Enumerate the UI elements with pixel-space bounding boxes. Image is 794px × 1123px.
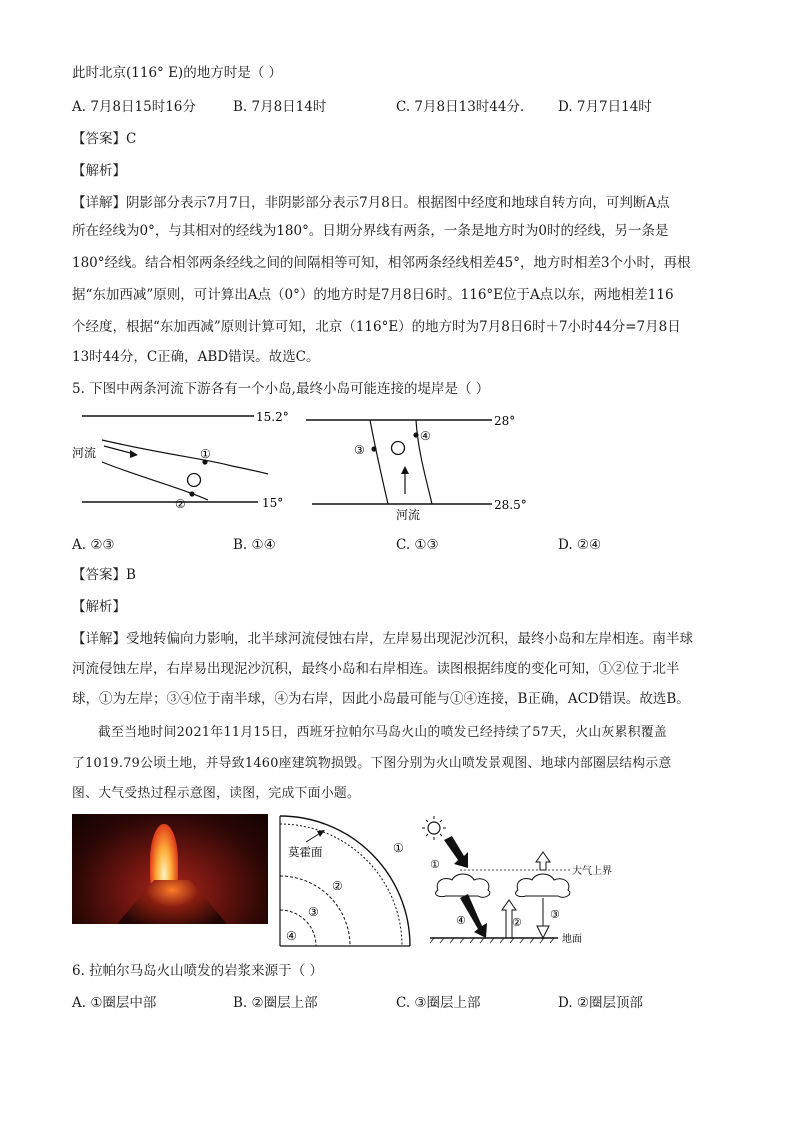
q5-stem: 5. 下图中两条河流下游各有一个小岛,最终小岛可能连接的堤岸是（ ） (72, 381, 490, 397)
island-circle (392, 442, 405, 455)
moho-label: 莫霍面 (288, 845, 323, 859)
heat-mark-3: ③ (550, 908, 560, 921)
q4-detail-line: 180°经线。结合相邻两条经线之间的间隔相等可知，相邻两条经线相差45°，地方时相差3个小时，再根 (72, 255, 691, 271)
flow-arrow-head (401, 466, 409, 474)
bank-mark-3: ③ (354, 443, 365, 457)
flow-arrow-head (130, 450, 138, 458)
q5-option-c: C. ①③ (396, 537, 439, 553)
river-figure-left (72, 402, 302, 514)
q4-option-b: B. 7月8日14时 (233, 99, 327, 115)
atmosphere-heating-figure (420, 814, 630, 948)
q4-option-a: A. 7月8日15时16分 (72, 99, 196, 115)
q5-analysis-label: 【解析】 (72, 599, 126, 615)
bank-mark-4: ④ (420, 429, 431, 443)
q4-answer: 【答案】C (72, 131, 137, 147)
q4-detail-line: 【详解】阴影部分表示7月7日，非阴影部分表示7月8日。根据图中经度和地球自转方向，可判断A点 (72, 195, 670, 211)
q4-detail-line: 据“东加西减”原则，可计算出A点（0°）的地方时是7月8日6时。116°E位于A点以东，两地相差116 (72, 287, 674, 303)
volcano-cone (112, 880, 232, 924)
q4-option-c: C. 7月8日13时44分． (396, 99, 534, 115)
layer-mark-4: ④ (286, 929, 297, 943)
heat-mark-4: ④ (456, 914, 466, 927)
q4-detail-line: 13时44分，C正确，ABD错误。故选C。 (72, 349, 320, 365)
river-label: 河流 (396, 508, 421, 522)
atmosphere-upward-arrow (536, 852, 550, 870)
q5-option-d: D. ②④ (558, 537, 602, 553)
bank-point (371, 446, 376, 451)
layer-mark-3: ③ (308, 905, 319, 919)
river-bank-left (370, 420, 388, 504)
solar-radiation-arrow (444, 836, 468, 868)
river-label: 河流 (72, 446, 97, 460)
q5-detail-line: 【详解】受地转偏向力影响，北半球河流侵蚀右岸，左岸易出现泥沙沉积，最终小岛和左岸相连。南半球 (72, 631, 693, 647)
q4-stem: 此时北京(116° E)的地方时是（ ） (72, 65, 282, 81)
q4-analysis-label: 【解析】 (72, 163, 126, 179)
material-line: 了1019.79公顷土地，并导致1460座建筑物损毁。下图分别为火山喷发景观图、地球内部圈层结构示意 (72, 756, 672, 771)
q6-option-c: C. ③圈层上部 (396, 995, 481, 1011)
volcano-eruption-photo (72, 814, 268, 924)
cloud-left (436, 874, 490, 897)
material-line: 截至当地时间2021年11月15日，西班牙拉帕尔马岛火山的喷发已经持续了57天，火山灰累积覆盖 (98, 725, 668, 740)
flow-arrow (104, 446, 134, 454)
q4-option-d: D. 7月7日14时 (558, 99, 652, 115)
latitude-label-bottom: 15° (262, 496, 284, 510)
bank-point (413, 432, 418, 437)
q5-detail-line: 河流侵蚀左岸，右岸易出现泥沙沉积，最终小岛和右岸相连。读图根据纬度的变化可知，①②位于北半 (72, 661, 680, 677)
q4-detail-line: 所在经线为0°，与其相对的经线为180°。日期分界线有两条，一条是地方时为0时的经线，另一条是 (72, 223, 669, 239)
river-bank-upper-ext (232, 466, 268, 474)
material-line: 图、大气受热过程示意图，读图，完成下面小题。 (72, 786, 361, 801)
island-circle (188, 474, 201, 487)
latitude-label-top: 28° (494, 414, 516, 428)
heat-mark-1: ① (430, 858, 440, 871)
bank-mark-2: ② (175, 497, 186, 511)
cloud-right (516, 874, 570, 897)
earth-layers-figure (276, 812, 414, 950)
sun-icon (422, 816, 446, 840)
bank-mark-1: ① (200, 447, 211, 461)
counter-radiation-arrow (537, 926, 549, 938)
bank-point (189, 491, 194, 496)
q4-detail-line: 个经度，根据“东加西减”原则计算可知，北京（116°E）的地方时为7月8日6时＋7小时44分=7月8日 (72, 319, 681, 335)
q5-detail-line: 球，①为左岸；③④位于南半球，④为右岸，因此小岛最可能与①④连接，B正确，ACD错误。故选B。 (72, 691, 690, 707)
river-figure-right (302, 408, 542, 526)
q6-option-b: B. ②圈层上部 (233, 995, 318, 1011)
latitude-label-bottom: 28.5° (494, 498, 527, 512)
layer-boundary-outer (280, 816, 410, 946)
ground-label: 地面 (562, 934, 582, 945)
q5-answer: 【答案】B (72, 567, 136, 583)
layer-mark-1: ① (393, 841, 404, 855)
river-bank-upper (102, 440, 232, 466)
q5-option-a: A. ②③ (72, 537, 115, 553)
atmosphere-top-label: 大气上界 (572, 866, 612, 877)
q5-option-b: B. ①④ (233, 537, 276, 553)
q6-option-a: A. ①圈层中部 (72, 995, 157, 1011)
ground-hatch (430, 938, 554, 943)
latitude-label-top: 15.2° (256, 410, 289, 424)
heat-mark-2: ② (512, 916, 522, 929)
q6-option-d: D. ②圈层顶部 (558, 995, 644, 1011)
moho-pointer-head (317, 830, 325, 837)
q6-stem: 6. 拉帕尔马岛火山喷发的岩浆来源于（ ） (72, 963, 323, 979)
layer-mark-2: ② (332, 879, 343, 893)
